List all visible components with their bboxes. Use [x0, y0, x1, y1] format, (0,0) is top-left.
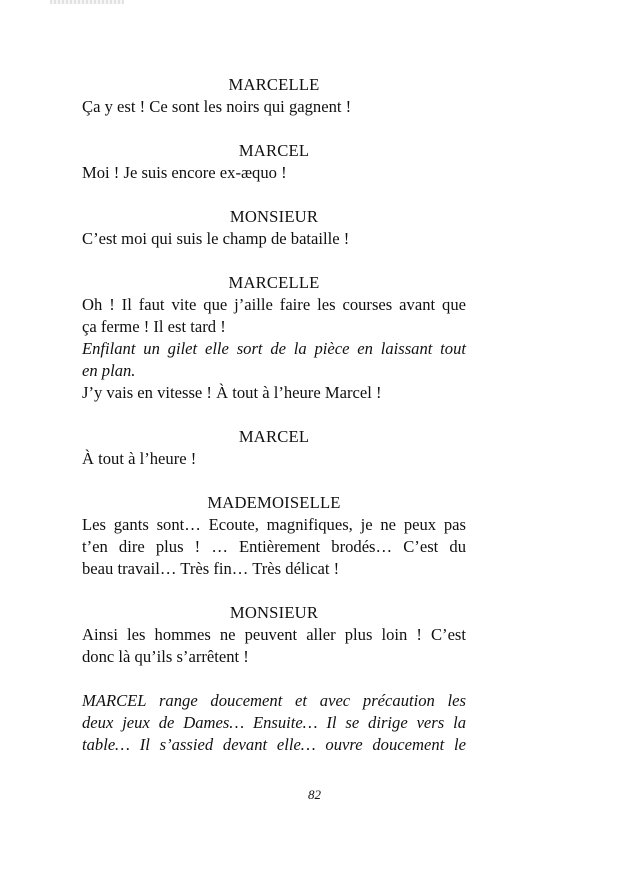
speaker-name: MARCELLE: [228, 273, 320, 292]
dialogue-line: C’est moi qui suis le champ de bataille !: [82, 229, 350, 248]
stage-direction-block: [82, 690, 466, 756]
dialogue-line: donc là qu’ils s’arrêtent !: [82, 647, 249, 666]
dialogue-line: À tout à l’heure !: [82, 449, 197, 468]
speaker-name: MARCEL: [238, 427, 310, 446]
dialogue-line: Moi ! Je suis encore ex-æquo !: [82, 163, 287, 182]
stage-direction-line: en plan.: [82, 361, 136, 380]
scan-artifact: [50, 0, 124, 4]
dialogue-line: t’en dire plus ! … Entièrement brodés… C’est du: [82, 537, 466, 556]
dialogue-block: [82, 206, 466, 250]
dialogue-line: Les gants sont… Ecoute, magnifiques, je ne peux pas: [82, 515, 466, 534]
dialogue-line: Oh ! Il faut vite que j’aille faire les courses avant que: [82, 295, 466, 314]
speaker-name: MADEMOISELLE: [207, 493, 341, 512]
speaker-name: MARCEL: [238, 141, 310, 160]
dialogue-line: ça ferme ! Il est tard !: [82, 317, 226, 336]
dialogue-block: [82, 140, 466, 184]
dialogue-block: [82, 492, 466, 580]
dialogue-block: [82, 426, 466, 470]
dialogue-line: J’y vais en vitesse ! À tout à l’heure Marcel !: [82, 383, 382, 402]
dialogue-block: [82, 74, 466, 118]
dialogue-block: [82, 272, 466, 404]
dialogue-line: Ça y est ! Ce sont les noirs qui gagnent !: [82, 97, 352, 116]
stage-direction-line: MARCEL range doucement et avec précaution les: [82, 691, 466, 710]
stage-direction-line: Enfilant un gilet elle sort de la pièce en laissant tout: [82, 339, 466, 358]
speaker-name: MONSIEUR: [229, 603, 319, 622]
speaker-name: MONSIEUR: [229, 207, 319, 226]
dialogue-line: beau travail… Très fin… Très délicat !: [82, 559, 340, 578]
speaker-name: MARCELLE: [228, 75, 320, 94]
page-number: 82: [308, 787, 321, 802]
stage-direction-line: table… Il s’assied devant elle… ouvre doucement le: [82, 735, 466, 754]
play-text: [82, 74, 466, 778]
dialogue-block: [82, 602, 466, 668]
stage-direction-line: deux jeux de Dames… Ensuite… Il se dirige vers la: [82, 713, 466, 732]
dialogue-line: Ainsi les hommes ne peuvent aller plus loin ! C’est: [82, 625, 466, 644]
